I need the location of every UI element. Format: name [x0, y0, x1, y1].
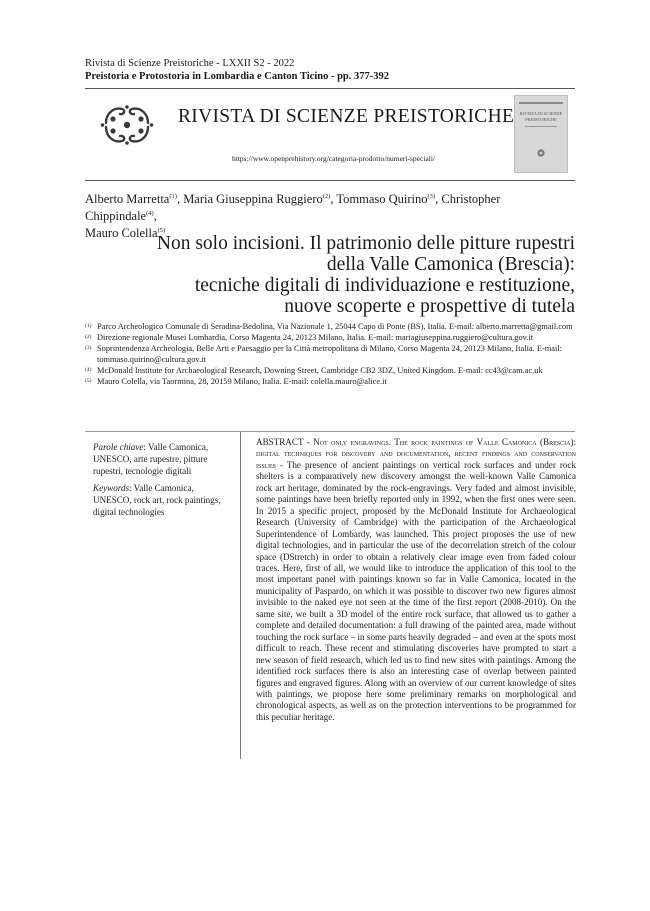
column-divider — [240, 432, 241, 759]
author-name: Tommaso Quirino — [336, 192, 428, 206]
affiliation-text: McDonald Institute for Archaeological Research, Downing Street, Cambridge CB2 3DZ, United Kingdom. E-mail: cc43@cam.ac.uk — [97, 365, 543, 375]
affiliation-item — [85, 377, 575, 388]
affiliation-item — [85, 333, 575, 344]
issue-pages-line: Preistoria e Protostoria in Lombardia e Canton Ticino - pp. 377-392 — [85, 71, 390, 82]
masthead-rule — [85, 180, 575, 181]
abstract-block — [256, 437, 576, 723]
keywords-italian — [93, 441, 233, 477]
author-affiliation-mark: (1) — [169, 193, 177, 200]
article-title-line: nuove scoperte e prospettive di tutela — [284, 296, 575, 317]
cover-top-band — [519, 102, 563, 104]
affiliation-number: (5) — [85, 377, 92, 384]
keywords-label: Parole chiave — [93, 442, 144, 452]
affiliation-item — [85, 344, 575, 366]
keywords-panel — [93, 441, 233, 524]
keywords-english — [93, 482, 233, 518]
journal-url-link[interactable]: https://www.openprehistory.org/categoria-prodotto/numeri-speciali/ — [232, 154, 436, 163]
affiliation-list — [85, 322, 575, 387]
abstract-top-rule — [85, 431, 575, 432]
affiliation-text: Mauro Colella, via Taormina, 28, 20159 Milano, Italia. E-mail: colella.mauro@alice.it — [97, 376, 387, 386]
author-name: Christopher Chippindale — [85, 192, 501, 223]
article-title — [135, 233, 575, 317]
author-name: Maria Giuseppina Ruggiero — [183, 192, 323, 206]
affiliation-item — [85, 322, 575, 333]
cover-title: RIVISTA DI SCIENZE PREISTORICHE — [519, 111, 563, 122]
keywords-text: : Valle Camonica, UNESCO, arte rupestre, pitture rupestri, tecnologie digitali — [93, 442, 209, 477]
author-name: Alberto Marretta — [85, 192, 170, 206]
journal-cover-thumbnail — [514, 95, 568, 173]
affiliation-number: (3) — [85, 344, 92, 351]
journal-logo-icon — [100, 103, 154, 147]
author-affiliation-mark: (2) — [322, 193, 331, 200]
abstract-body: - The presence of ancient paintings on vertical rock surfaces and under rock shelters is a comparatively new discovery amongst the well-known Valle Camonica rock art heritage, dominated by the rock-engravings. Very faded and almost invisible, some paintings have been briefly reported only in 1992, when the first ones were seen. In 2015 a specific project, proposed by the McDonald Institute for Archaeological Research (University of Cambridge) with the participation of the Archaeological Superintendence of Lombardy, was launched. This project proposes the use of new digital technologies, and in particular the use of the decorrelation stretch of the colour space (DStretch) in order to obtain a relatively clear image even from faded colour traces. Here, first of all, we would like to introduce the application of this tool to the most important panel with paintings known so far in Valle Camonica, located in the municipality of Paspardo, on which it was possible to discover two new figures almost invisible to the naked eye not seen at the time of the first report (2008-2010). On the same site, we built a 3D model of the entire rock surface, that allowed us to gather a complete and detailed documentation: a full drawing of the painted area, made without touching the rock surface – in some parts heavily degraded – and even at the spots most difficult to reach. These recent and stimulating discoveries have prompted to start a new season of field research, which led us to find new sites with paintings. Among the identified rock surfaces there is also an interesting case of overlap between painted figures and engraved figures. Along with an overview of our current knowledge of sites with paintings, we propose here some preliminary remarks on morphological and chronological aspects, as well as on the protection interventions to be programmed for this peculiar heritage. — [256, 459, 576, 722]
author-separator: , — [330, 192, 337, 206]
abstract-heading: ABSTRACT - Not only engravings. The rock paintings of Valle Camonica (Brescia): digital techniques for discovery and documentation, recent findings and conservation issues — [256, 437, 576, 470]
author-affiliation-mark: (5) — [157, 227, 166, 234]
affiliation-text: Direzione regionale Musei Lombardia, Corso Magenta 24, 20123 Milano, Italia. E-mail: mariagiuseppina.ruggiero@cultura.gov.it — [97, 332, 534, 342]
affiliation-text: Soprintendenza Archeologia, Belle Arti e Paesaggio per la Città metropolitana di Milano, Corso Magenta 24, 20123 Milano, Italia. E-mail: tommaso.quirino@cultura.gov.it — [97, 343, 562, 364]
keywords-label: Keywords — [93, 483, 130, 494]
affiliation-item — [85, 366, 575, 377]
journal-title: RIVISTA DI SCIENZE PREISTORICHE — [178, 106, 515, 127]
author-name: Mauro Colella — [85, 226, 158, 240]
author-separator: , — [435, 192, 442, 206]
author-affiliation-mark: (3) — [427, 193, 436, 200]
header-rule — [85, 88, 575, 89]
journal-volume-line: Rivista di Scienze Preistoriche - LXXII S2 - 2022 — [85, 58, 295, 69]
article-title-line: tecniche digitali di individuazione e restituzione, — [194, 275, 575, 296]
article-title-line: Non solo incisioni. Il patrimonio delle pitture rupestri — [156, 233, 575, 254]
cover-emblem-icon — [536, 148, 546, 158]
cover-rule — [525, 126, 557, 127]
affiliation-number: (1) — [85, 323, 92, 329]
author-affiliation-mark: (4) — [146, 210, 154, 217]
affiliation-text: Parco Archeologico Comunale di Seradina-Bedolina, Via Nazionale 1, 25044 Capo di Ponte (BS), Italia. E-mail: alberto.marretta@gmail.com — [97, 322, 573, 331]
affiliation-number: (4) — [85, 366, 92, 373]
author-separator: , — [176, 192, 184, 206]
affiliation-number: (2) — [85, 333, 92, 340]
keywords-text: : Valle Camonica, UNESCO, rock art, rock paintings, digital technologies — [93, 483, 221, 518]
author-separator: , — [153, 209, 157, 223]
article-title-line: della Valle Camonica (Brescia): — [326, 254, 575, 275]
